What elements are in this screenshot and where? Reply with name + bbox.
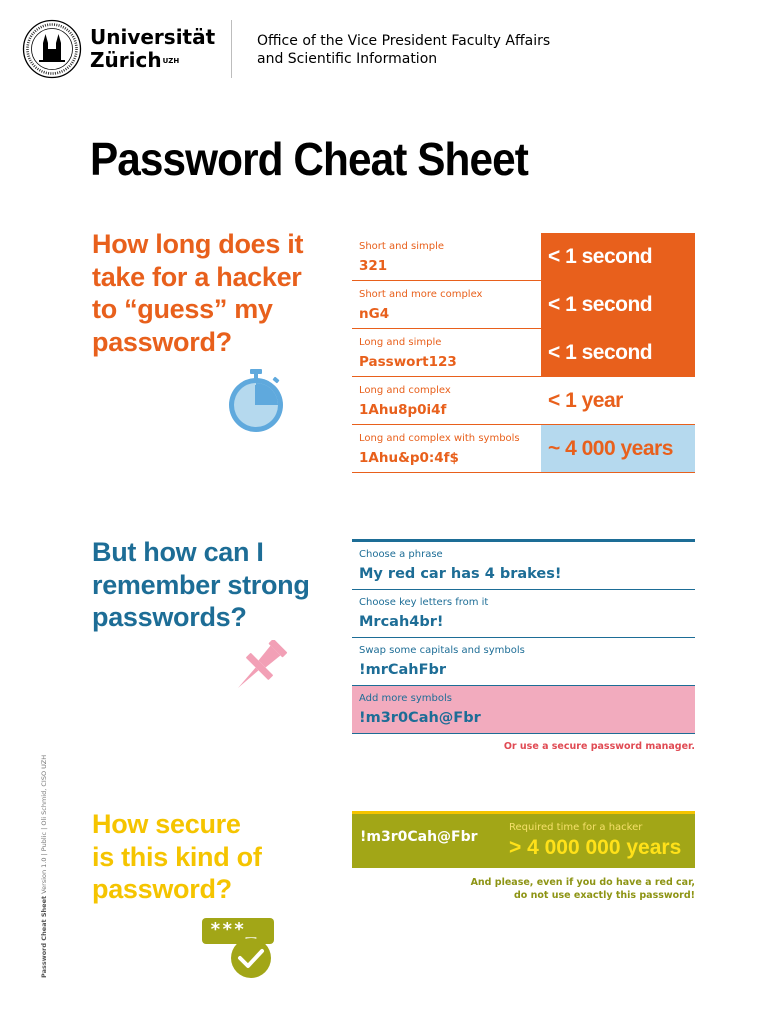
crack-time-cell: < 1 second [541, 329, 695, 376]
header-divider [231, 20, 232, 78]
password-type-cell [352, 425, 541, 472]
step-label: Add more symbols [359, 693, 452, 704]
table-row [352, 542, 695, 590]
password-example: 321 [359, 258, 388, 274]
password-type-label: Short and simple [359, 241, 445, 252]
password-type-cell [352, 233, 541, 280]
question-how-long: How long does it take for a hacker to “guess” my password? [92, 229, 304, 357]
password-steps-table [352, 542, 695, 734]
uzh-seal-logo [22, 19, 82, 79]
table-row [352, 425, 695, 473]
office-name [257, 32, 550, 68]
step-example: My red car has 4 brakes! [359, 566, 562, 582]
step-label: Swap some capitals and symbols [359, 645, 525, 656]
crack-time-cell: ~ 4 000 years [541, 425, 695, 472]
password-type-cell [352, 329, 541, 376]
final-password: !m3r0Cah@Fbr [360, 829, 478, 845]
university-name-line1: Universität [90, 25, 216, 49]
step-example: Mrcah4br! [359, 614, 444, 630]
password-type-label: Long and complex [359, 385, 451, 396]
pushpin-icon [222, 640, 290, 704]
password-type-label: Long and simple [359, 337, 442, 348]
credit-title: Password Cheat Sheet [40, 895, 48, 978]
university-name [90, 26, 215, 72]
table-row [352, 590, 695, 638]
table-row [352, 233, 695, 281]
university-sup: UZH [162, 57, 180, 65]
required-time-label: Required time for a hacker [509, 822, 643, 833]
badge-text: ***_ [210, 919, 258, 940]
office-line2: and Scientific Information [257, 51, 438, 67]
crack-time-cell: < 1 second [541, 281, 695, 328]
step-label: Choose key letters from it [359, 597, 489, 608]
password-type-cell [352, 281, 541, 328]
table-row [352, 281, 695, 329]
checkmark-icon [229, 937, 273, 979]
password-type-label: Long and complex with symbols [359, 433, 520, 444]
crack-time-cell: < 1 year [541, 377, 695, 424]
cracking-time-table [352, 233, 695, 473]
table-row [352, 329, 695, 377]
crack-time-cell: < 1 second [541, 233, 695, 280]
office-line1: Office of the Vice President Faculty Affairs [257, 33, 551, 49]
step-label: Choose a phrase [359, 549, 443, 560]
table-row [352, 377, 695, 425]
password-example: Passwort123 [359, 354, 457, 370]
step-example: !mrCahFbr [359, 662, 447, 678]
table-row [352, 686, 695, 734]
table-row [352, 638, 695, 686]
university-name-line2: Zürich [90, 48, 162, 72]
password-type-label: Short and more complex [359, 289, 483, 300]
stopwatch-icon [223, 367, 289, 435]
red-car-note: And please, even if you do have a red car, do not use exactly this password! [470, 877, 695, 901]
password-example: nG4 [359, 306, 390, 322]
password-type-cell [352, 377, 541, 424]
question-how-secure: How secure is this kind of password? [92, 809, 262, 904]
side-credit [40, 755, 48, 978]
step-example: !m3r0Cah@Fbr [359, 710, 481, 726]
page-title: Password Cheat Sheet [90, 133, 528, 185]
required-time-value: > 4 000 000 years [509, 836, 682, 859]
credit-rest: Version 1.0 | Public | Oli Schmid, CISO UZH [40, 754, 48, 896]
password-example: 1Ahu&p0:4f$ [359, 450, 459, 466]
password-example: 1Ahu8p0i4f [359, 402, 447, 418]
password-manager-note: Or use a secure password manager. [503, 741, 695, 752]
question-remember: But how can I remember strong passwords? [92, 537, 310, 632]
